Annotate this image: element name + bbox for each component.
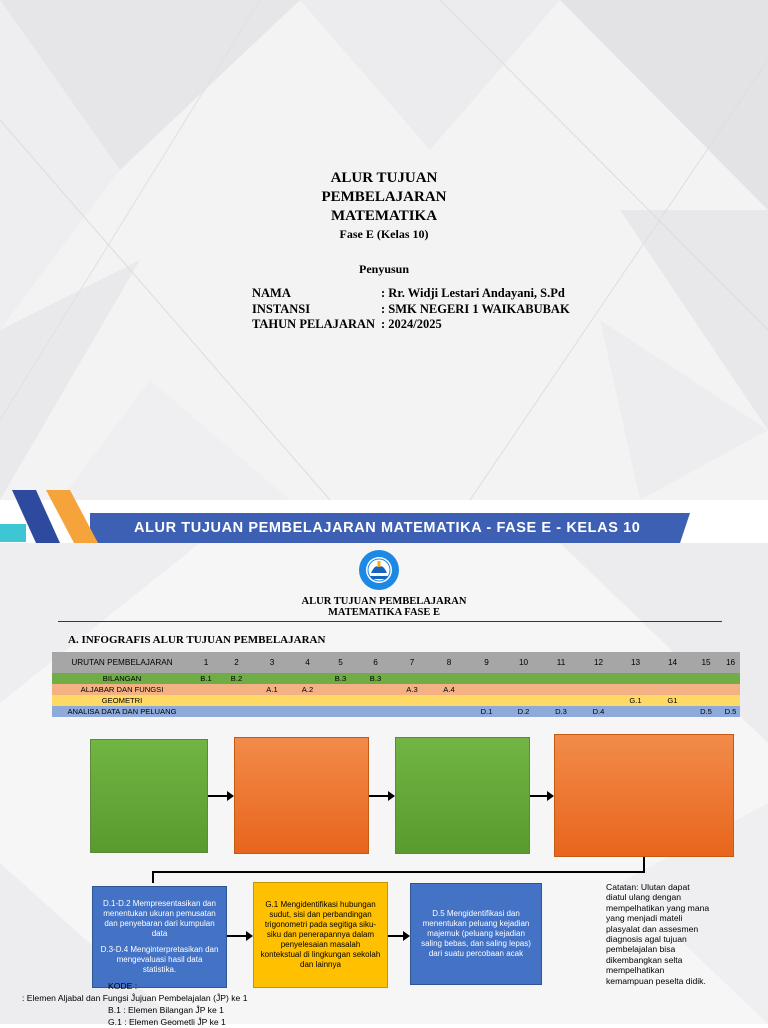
table-cell (324, 706, 357, 717)
table-cell (468, 684, 505, 695)
table-cell (580, 695, 617, 706)
section-a-heading: A. INFOGRAFIS ALUR TUJUAN PEMBELAJARAN (68, 634, 326, 646)
row-label: GEOMETRI (52, 695, 192, 706)
box-text: D.1-D.2 Mempresentasikan dan menentukan ukuran pemusatan dan penyebaran dari kumpulan data (103, 899, 216, 938)
table-cell: B.2 (220, 673, 253, 684)
table-cell (357, 695, 394, 706)
table-cell (220, 706, 253, 717)
flow-arrow (227, 935, 251, 937)
table-cell (220, 684, 253, 695)
kode-line: B.1 : Elemen Bilangan ĴP ke 1 (108, 1005, 224, 1015)
table-row-analisa-data (52, 706, 740, 717)
cover-background-pattern (0, 0, 768, 500)
table-cell (324, 695, 357, 706)
table-cell (357, 706, 394, 717)
table-cell (580, 673, 617, 684)
table-cell (220, 695, 253, 706)
banner-title: ALUR TUJUAN PEMBELAJARAN MATEMATIKA - FASE E - KELAS 10 (134, 520, 641, 536)
table-cell (542, 695, 580, 706)
table-header-label: URUTAN PEMBELAJARAN (52, 652, 192, 673)
table-cell: G1 (654, 695, 691, 706)
table-cell: B.1 (192, 673, 220, 684)
flow-box-aljabar (234, 737, 369, 854)
cover-title (0, 169, 768, 226)
table-cell (394, 673, 430, 684)
table-row-aljabar (52, 684, 740, 695)
flow-box-peluang (410, 883, 542, 985)
table-cell (253, 673, 291, 684)
column-header: 3 (253, 652, 291, 673)
kode-title: KODE : (108, 981, 138, 991)
info-key: INSTANSI (252, 301, 311, 316)
table-cell (394, 706, 430, 717)
table-cell (394, 695, 430, 706)
cover-phase: Fase E (Kelas 10) (339, 227, 429, 241)
flow-connector (152, 871, 154, 883)
box-text: D.3-D.4 Menginterpretasikan dan mengevaluasi hasil data statistika. (100, 945, 219, 974)
table-cell (721, 695, 740, 706)
box-text: G.1 Mengidentifikasi hubungan sudut, sisi dan perbandingan trigonometri pada segitiga siku-siku dan penerapannya dalam penyelesaian masalah kontekstual di lingkungan sekolah dan lainnya (260, 900, 381, 969)
table-cell: A.3 (394, 684, 430, 695)
info-key: NAMA (252, 286, 291, 300)
table-cell (691, 695, 721, 706)
title-divider (58, 621, 722, 622)
flow-box-aljabar-2 (554, 734, 734, 857)
table-cell: D.4 (580, 706, 617, 717)
tut-wuri-handayani-logo-icon (358, 549, 400, 591)
column-header: 11 (542, 652, 580, 673)
table-cell: D.1 (468, 706, 505, 717)
row-label: BILANGAN (52, 673, 192, 684)
catatan-note: Catatan: Ulutan dapat diatul ulang dengan mempelhatikan yang mana yang menjadi mateli plasyalat dan assesmen diagnosis agal tujuan pembelajalan bisa dikembangkan selta mempelhatikan kemampuan peselta didik. (606, 882, 710, 986)
table-cell: B.3 (357, 673, 394, 684)
table-cell (542, 673, 580, 684)
table-cell (617, 673, 654, 684)
table-cell: D.5 (721, 706, 740, 717)
table-cell (430, 695, 468, 706)
table-cell (324, 684, 357, 695)
table-cell: A.2 (291, 684, 324, 695)
table-cell (192, 706, 220, 717)
learning-sequence-table (52, 652, 740, 717)
column-header: 6 (357, 652, 394, 673)
table-cell: B.3 (324, 673, 357, 684)
page-two-title-line: MATEMATIKA FASE E (327, 607, 440, 618)
page-two-title (0, 596, 768, 618)
column-header: 1 (192, 652, 220, 673)
table-cell: G.1 (617, 695, 654, 706)
table-cell (357, 684, 394, 695)
table-cell (291, 673, 324, 684)
table-cell (654, 706, 691, 717)
table-cell (505, 684, 542, 695)
table-cell (253, 695, 291, 706)
column-header: 16 (721, 652, 740, 673)
table-cell (430, 706, 468, 717)
column-header: 9 (468, 652, 505, 673)
table-cell (468, 673, 505, 684)
header-banner (0, 488, 768, 548)
flow-box-geometri (253, 882, 388, 988)
table-cell: A.1 (253, 684, 291, 695)
table-cell (721, 684, 740, 695)
row-label: ANALISA DATA DAN PELUANG (52, 706, 192, 717)
flow-box-bilangan-2 (395, 737, 530, 854)
table-cell: D.2 (505, 706, 542, 717)
table-cell (580, 684, 617, 695)
table-cell (430, 673, 468, 684)
info-value: : SMK NEGERI 1 WAIKABUBAK (381, 301, 570, 316)
row-label: ALJABAR DAN FUNGSI (52, 684, 192, 695)
column-header: 5 (324, 652, 357, 673)
column-header: 15 (691, 652, 721, 673)
table-cell (468, 695, 505, 706)
table-cell (542, 684, 580, 695)
table-cell: D.5 (691, 706, 721, 717)
box-text: D.5 Mengidentifikasi dan menentukan peluang kejadian majemuk (peluang kejadian saling bebas, dan saling lepas) dari suatu percobaan acak (421, 909, 531, 958)
table-cell (617, 684, 654, 695)
column-header: 10 (505, 652, 542, 673)
flow-box-analisa-data (92, 886, 227, 988)
cover-penyusun-label: Penyusun (358, 262, 410, 276)
column-header: 8 (430, 652, 468, 673)
table-cell (505, 673, 542, 684)
table-cell (253, 706, 291, 717)
flow-connector (643, 857, 645, 872)
column-header: 7 (394, 652, 430, 673)
flow-connector (152, 871, 645, 873)
table-cell (291, 695, 324, 706)
table-cell (192, 684, 220, 695)
table-row-bilangan (52, 673, 740, 684)
table-header-row (52, 652, 740, 673)
flow-arrow (369, 795, 393, 797)
flow-arrow (388, 935, 408, 937)
info-value: : 2024/2025 (381, 317, 442, 331)
table-cell (721, 673, 740, 684)
column-header: 4 (291, 652, 324, 673)
info-value: : Rr. Widji Lestari Andayani, S.Pd (381, 286, 565, 300)
flow-arrow (208, 795, 232, 797)
kode-line: G.1 : Elemen Geometli ĴP ke 1 (108, 1017, 226, 1027)
table-cell: A.4 (430, 684, 468, 695)
cover-page (0, 0, 768, 500)
cover-title-line: MATEMATIKA (330, 208, 438, 224)
flow-box-bilangan (90, 739, 208, 853)
table-row-geometri (52, 695, 740, 706)
table-cell (691, 673, 721, 684)
cover-title-line: PEMBELAJARAN (321, 189, 447, 205)
info-key: TAHUN PELAJARAN (252, 317, 376, 331)
column-header: 12 (580, 652, 617, 673)
table-cell (291, 706, 324, 717)
table-cell (192, 695, 220, 706)
table-cell: D.3 (542, 706, 580, 717)
table-cell (691, 684, 721, 695)
page-two-title-line: ALUR TUJUAN PEMBELAJARAN (301, 596, 467, 607)
flow-arrow (530, 795, 552, 797)
column-header: 2 (220, 652, 253, 673)
table-cell (654, 684, 691, 695)
table-cell (617, 706, 654, 717)
cover-title-line: ALUR TUJUAN (330, 170, 438, 186)
column-header: 14 (654, 652, 691, 673)
kode-line: : Elemen Aljabal dan Fungsi Ĵujuan Pembelajalan (ĴP) ke 1 (22, 993, 248, 1003)
column-header: 13 (617, 652, 654, 673)
table-cell (654, 673, 691, 684)
table-cell (505, 695, 542, 706)
